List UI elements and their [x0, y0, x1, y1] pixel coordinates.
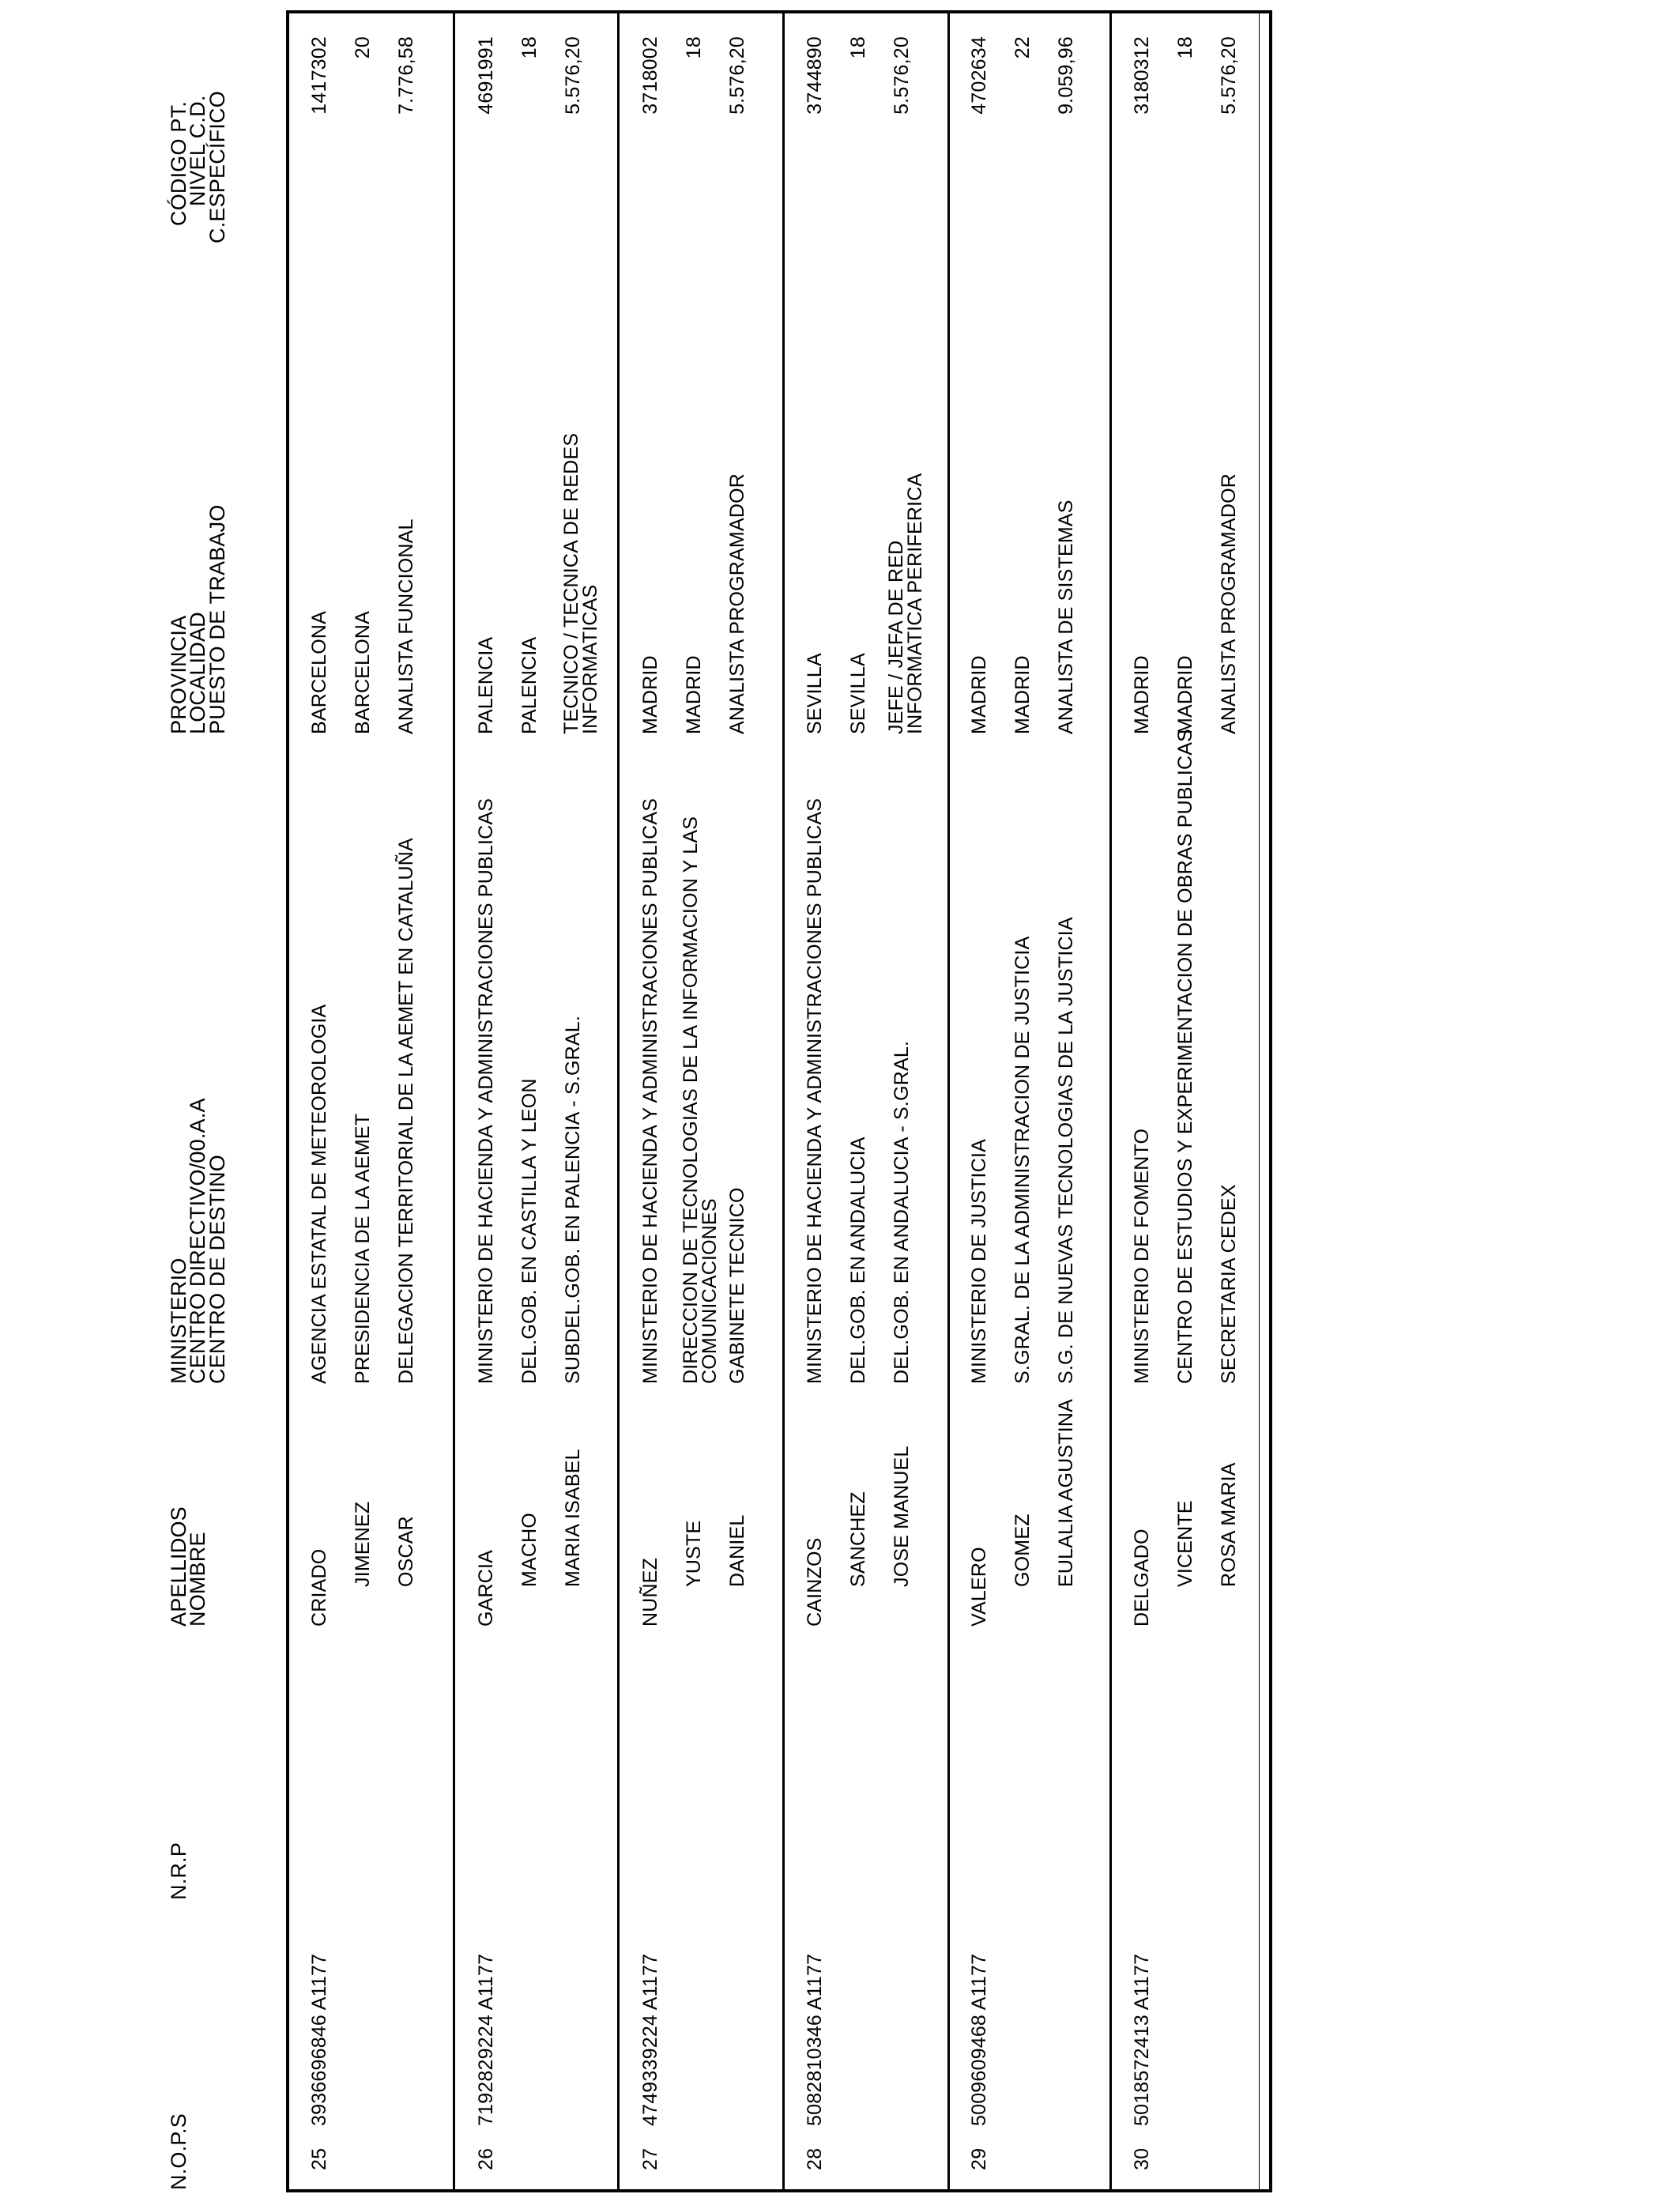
table-frame	[286, 10, 1272, 2192]
cell-codigo: 3718002	[639, 36, 661, 115]
cell-localidad: PALENCIA	[518, 636, 541, 734]
cell-especifico: 5.576,20	[562, 36, 584, 115]
header-provincia: PROVINCIA	[167, 615, 190, 734]
row-separator	[453, 10, 455, 2192]
header-nops: N.O.P.S	[167, 2113, 190, 2190]
row-separator-inner	[1259, 10, 1260, 2192]
cell-localidad: BARCELONA	[352, 610, 374, 734]
cell-codigo: 3180312	[1131, 36, 1153, 115]
header-puesto: PUESTO DE TRABAJO	[205, 504, 229, 734]
cell-provincia: MADRID	[639, 655, 661, 734]
header-nrp: N.R.P	[167, 1842, 190, 1900]
header-codigo: CÓDIGO PT.	[167, 100, 190, 226]
cell-provincia: PALENCIA	[475, 636, 497, 734]
cell-codigo: 4702634	[968, 36, 990, 115]
cell-localidad: SEVILLA	[847, 653, 869, 734]
cell-especifico: 7.776,58	[395, 36, 417, 115]
cell-nivel: 18	[683, 36, 705, 59]
cell-nombre: JOSE MANUEL	[891, 1446, 913, 1587]
cell-ministerio: MINISTERIO DE HACIENDA Y ADMINISTRACIONES PUBLICAS	[639, 797, 661, 1384]
cell-apellido2: JIMENEZ	[352, 1501, 374, 1587]
cell-apellido1: CAINZOS	[804, 1537, 826, 1627]
cell-nops: 28	[804, 2147, 826, 2170]
cell-centro-destino: SECRETARIA CEDEX	[1218, 1184, 1240, 1384]
header-especifico: C.ESPECÍFICO	[205, 91, 229, 243]
cell-codigo: 1417302	[308, 36, 330, 115]
cell-centro-directivo: DEL.GOB. EN ANDALUCIA	[847, 1137, 869, 1384]
cell-nrp: 5018572413 A1177	[1131, 1953, 1153, 2126]
cell-apellido2: VICENTE	[1174, 1500, 1196, 1587]
cell-centro-destino: DEL.GOB. EN ANDALUCIA - S.GRAL.	[891, 1040, 913, 1384]
cell-centro-directivo: PRESIDENCIA DE LA AEMET	[352, 1113, 374, 1384]
cell-provincia: BARCELONA	[308, 610, 330, 734]
cell-nrp: 7192829224 A1177	[475, 1953, 497, 2126]
row-separator	[947, 10, 950, 2192]
cell-provincia: SEVILLA	[804, 653, 826, 734]
cell-ministerio: MINISTERIO DE JUSTICIA	[968, 1139, 990, 1384]
header-ministerio: MINISTERIO	[167, 1257, 190, 1384]
cell-apellido1: DELGADO	[1131, 1529, 1153, 1627]
cell-apellido1: CRIADO	[308, 1548, 330, 1627]
cell-nivel: 20	[352, 36, 374, 59]
cell-nops: 25	[308, 2147, 330, 2170]
cell-nops: 29	[968, 2147, 990, 2170]
cell-codigo: 3744890	[804, 36, 826, 115]
cell-nombre: EULALIA AGUSTINA	[1055, 1398, 1077, 1587]
header-nivel: NIVEL C.D.	[186, 95, 209, 206]
cell-provincia: MADRID	[1131, 655, 1153, 734]
cell-nombre: OSCAR	[395, 1516, 417, 1587]
cell-puesto: ANALISTA PROGRAMADOR	[726, 473, 748, 734]
cell-localidad: MADRID	[1174, 655, 1196, 734]
cell-apellido2: SANCHEZ	[847, 1491, 869, 1587]
cell-nombre: DANIEL	[726, 1514, 748, 1587]
cell-centro-directivo: DEL.GOB. EN CASTILLA Y LEON	[518, 1078, 541, 1384]
cell-ministerio: AGENCIA ESTATAL DE METEOROLOGIA	[308, 1004, 330, 1384]
cell-apellido2: GOMEZ	[1011, 1514, 1034, 1587]
cell-especifico: 5.576,20	[891, 36, 913, 115]
cell-nrp: 5009609468 A1177	[968, 1953, 990, 2126]
cell-apellido2: MACHO	[518, 1512, 541, 1587]
cell-centro-directivo: DIRECCION DE TECNOLOGIAS DE LA INFORMACION Y LAS COMUNICACIONES	[680, 816, 721, 1384]
cell-puesto: ANALISTA PROGRAMADOR	[1218, 473, 1240, 734]
cell-nivel: 18	[1174, 36, 1196, 59]
header-nombre: NOMBRE	[186, 1532, 209, 1627]
cell-puesto: TECNICO / TECNICA DE REDES INFORMATICAS	[560, 432, 601, 734]
cell-localidad: MADRID	[683, 655, 705, 734]
cell-centro-destino: GABINETE TECNICO	[726, 1187, 748, 1384]
cell-centro-destino: S.G. DE NUEVAS TECNOLOGIAS DE LA JUSTICIA	[1055, 917, 1077, 1384]
cell-centro-destino: DELEGACION TERRITORIAL DE LA AEMET EN CATALUÑA	[395, 838, 417, 1384]
cell-nops: 26	[475, 2147, 497, 2170]
cell-nombre: ROSA MARIA	[1218, 1462, 1240, 1587]
cell-centro-directivo: CENTRO DE ESTUDIOS Y EXPERIMENTACION DE OBRAS PUBLICAS	[1174, 728, 1196, 1384]
cell-nops: 30	[1131, 2147, 1153, 2170]
header-apellidos: APELLIDOS	[167, 1506, 190, 1627]
header-centro-destino: CENTRO DE DESTINO	[205, 1155, 229, 1384]
cell-provincia: MADRID	[968, 655, 990, 734]
cell-especifico: 5.576,20	[726, 36, 748, 115]
cell-nops: 27	[639, 2147, 661, 2170]
cell-ministerio: MINISTERIO DE HACIENDA Y ADMINISTRACIONES PUBLICAS	[804, 797, 826, 1384]
cell-especifico: 5.576,20	[1218, 36, 1240, 115]
cell-nivel: 18	[847, 36, 869, 59]
cell-apellido1: GARCIA	[475, 1549, 497, 1627]
cell-codigo: 4691991	[475, 36, 497, 115]
cell-centro-directivo: S.GRAL. DE LA ADMINISTRACION DE JUSTICIA	[1011, 936, 1034, 1384]
cell-apellido1: NUÑEZ	[639, 1557, 661, 1627]
cell-nrp: 4749339224 A1177	[639, 1953, 661, 2126]
cell-localidad: MADRID	[1011, 655, 1034, 734]
cell-nrp: 3936696846 A1177	[308, 1953, 330, 2126]
cell-nombre: MARIA ISABEL	[562, 1449, 584, 1587]
cell-puesto: ANALISTA FUNCIONAL	[395, 518, 417, 734]
cell-apellido1: VALERO	[968, 1547, 990, 1627]
cell-puesto: JEFE / JEFA DE RED INFORMATICA PERIFERICA	[885, 473, 926, 734]
row-separator	[1109, 10, 1112, 2192]
cell-centro-destino: SUBDEL.GOB. EN PALENCIA - S.GRAL.	[562, 1016, 584, 1384]
header-localidad: LOCALIDAD	[186, 612, 209, 734]
cell-especifico: 9.059,96	[1055, 36, 1077, 115]
row-separator	[782, 10, 785, 2192]
cell-ministerio: MINISTERIO DE HACIENDA Y ADMINISTRACIONES PUBLICAS	[475, 797, 497, 1384]
header-centro-directivo: CENTRO DIRECTIVO/00.A.A	[186, 1098, 209, 1384]
row-separator	[617, 10, 620, 2192]
cell-puesto: ANALISTA DE SISTEMAS	[1055, 499, 1077, 734]
cell-ministerio: MINISTERIO DE FOMENTO	[1131, 1128, 1153, 1384]
cell-nrp: 5082810346 A1177	[804, 1953, 826, 2126]
cell-nivel: 18	[518, 36, 541, 59]
cell-apellido2: YUSTE	[683, 1520, 705, 1587]
cell-nivel: 22	[1011, 36, 1034, 59]
